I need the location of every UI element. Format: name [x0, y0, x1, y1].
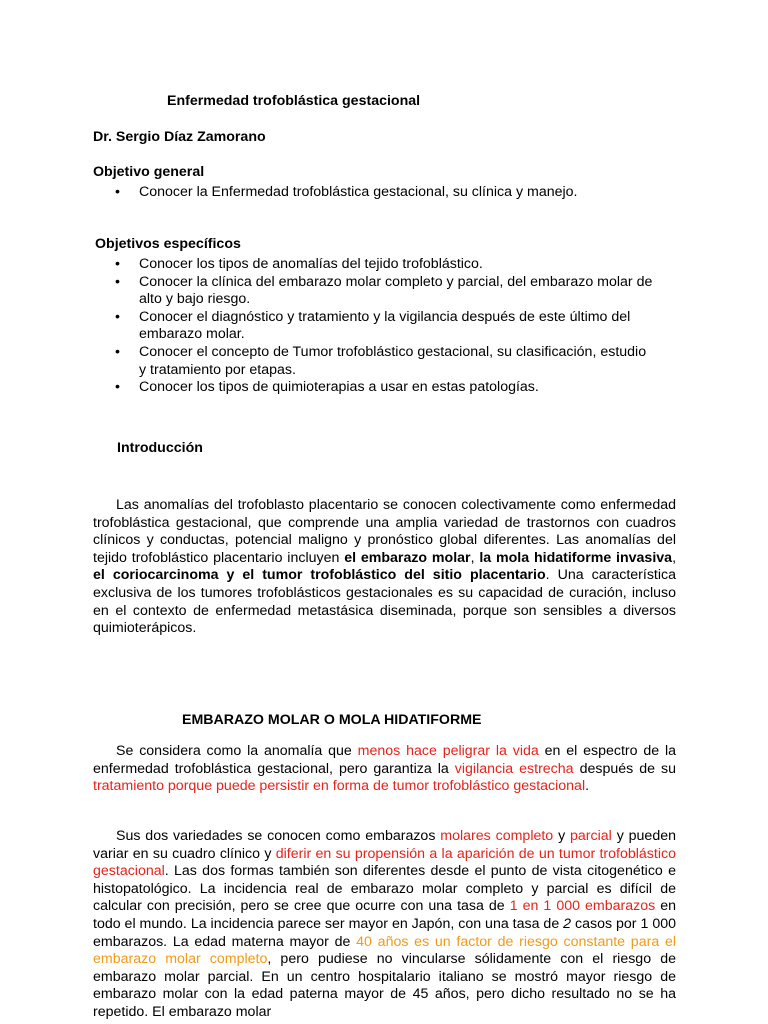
bullet-icon: •: [115, 343, 120, 360]
list-item: • Conocer el concepto de Tumor trofoblástico gestacional, su clasificación, estudio y tratamiento por etapas.: [115, 343, 647, 378]
bullet-icon: •: [115, 184, 120, 200]
list-item: • Conocer la Enfermedad trofoblástica gestacional, su clínica y manejo.: [115, 184, 578, 200]
author-name: Dr. Sergio Díaz Zamorano: [93, 129, 266, 145]
introduction-paragraph: Las anomalías del trofoblasto placentario se conocen colectivamente como enfermedad trofoblástica gestacional, que comprende una amplia variedad de trastornos con cuadros clínicos y conductas, potencial maligno y pronóstico global diferentes. Las anomalías del tejido trofoblástico placentario incluyen el embarazo molar, la mola hidatiforme invasiva, el coriocarcinoma y el tumor trofoblástico del sitio placentario. Una característica exclusiva de los tumores trofoblásticos gestacionales es su capacidad de curación, incluso en el contexto de enfermedad metastásica diseminada, porque son sensibles a diversos quimioterápicos.: [93, 497, 677, 637]
molar-paragraph-2: Sus dos variedades se conocen como embarazos molares completo y parcial y pueden variar en su cuadro clínico y diferir en su propensión a la aparición de un tumor trofoblástico gestacional. Las dos formas también son diferentes desde el punto de vista citogenético e histopatológico. La incidencia real de embarazo molar completo y parcial es difícil de calcular con precisión, pero se cree que ocurre con una tasa de 1 en 1 000 embarazos en todo el mundo. La incidencia parece ser mayor en Japón, con una tasa de 2 casos por 1 000 embarazos. La edad materna mayor de 40 años es un factor de riesgo constante para el embarazo molar completo, pero pudiese no vincularse sólidamente con el riesgo de embarazo molar parcial. En un centro hospitalario italiano se mostró mayor riesgo de embarazo molar con la edad paterna mayor de 45 años, pero dicho resultado no se ha repetido. El embarazo molar: [93, 828, 676, 1020]
bullet-icon: •: [115, 256, 120, 272]
bullet-icon: •: [115, 273, 120, 290]
list-item: • Conocer los tipos de anomalías del tejido trofoblástico.: [115, 256, 483, 272]
list-item: • Conocer los tipos de quimioterapias a usar en estas patologías.: [115, 379, 539, 396]
molar-section-heading: EMBARAZO MOLAR O MOLA HIDATIFORME: [182, 712, 482, 728]
bullet-icon: •: [115, 308, 120, 325]
document-title: Enfermedad trofoblástica gestacional: [167, 93, 421, 109]
list-item: • Conocer el diagnóstico y tratamiento y la vigilancia después de este último del embarazo molar.: [115, 308, 631, 343]
introduction-heading: Introducción: [117, 440, 203, 456]
general-objective-heading: Objetivo general: [93, 164, 205, 180]
list-item: • Conocer la clínica del embarazo molar completo y parcial, del embarazo molar de alto y bajo riesgo.: [115, 273, 653, 308]
bullet-icon: •: [115, 379, 120, 396]
specific-objectives-heading: Objetivos específicos: [95, 236, 241, 252]
specific-objectives-list: [93, 256, 653, 397]
molar-paragraph-1: Se considera como la anomalía que menos hace peligrar la vida en el espectro de la enfermedad trofoblástica gestacional, pero garantiza la vigilancia estrecha después de su tratamiento porque puede persistir en forma de tumor trofoblástico gestacional.: [93, 743, 677, 795]
general-objective-list: [93, 184, 653, 202]
